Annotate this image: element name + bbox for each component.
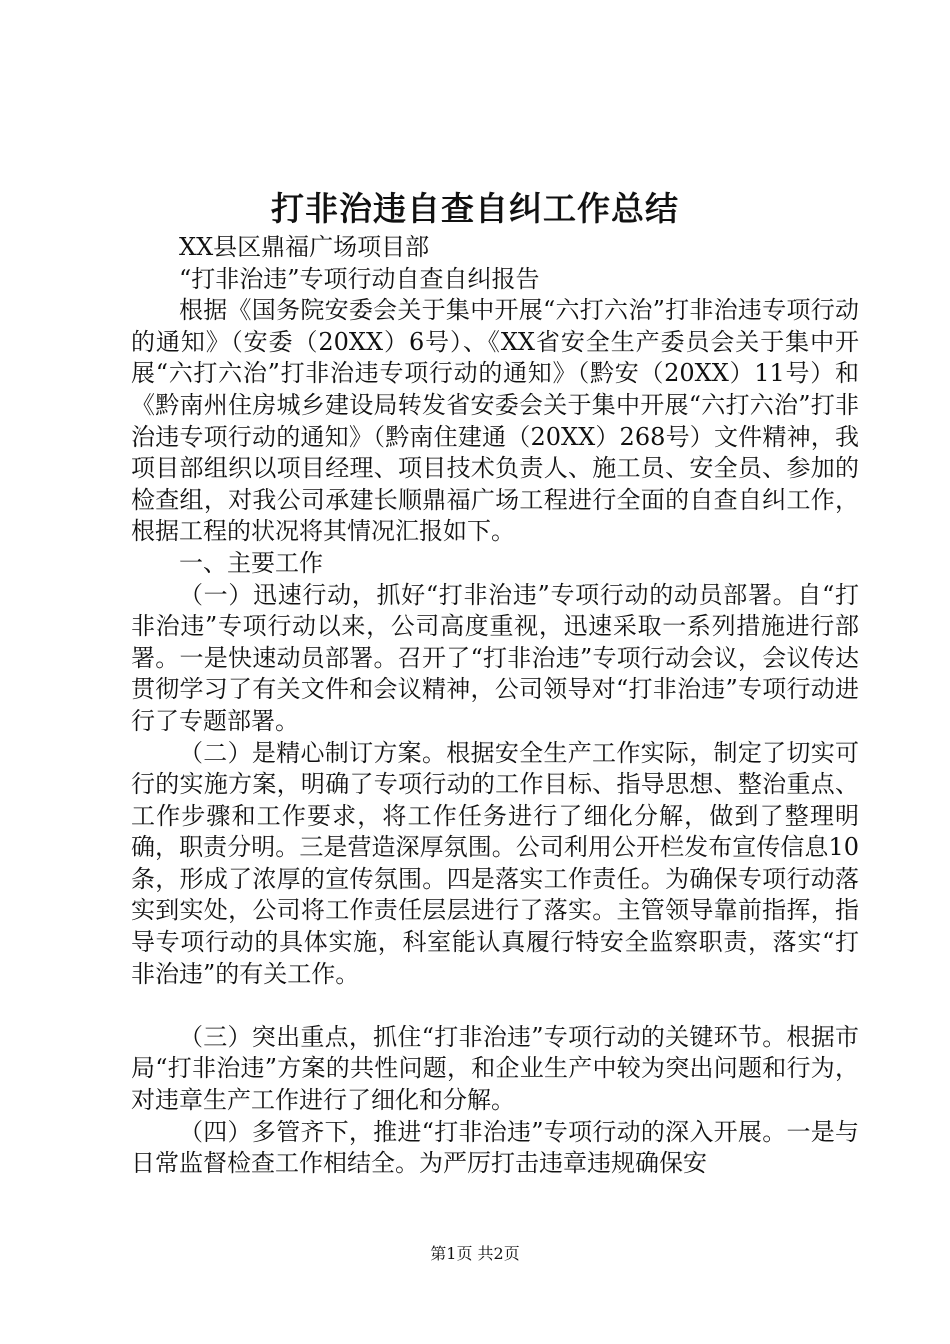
- paragraph-item-1: （一）迅速行动，抓好“打非治违”专项行动的动员部署。自“打非治违”专项行动以来，公司高度重视，迅速采取一系列措施进行部署。一是快速动员部署。召开了“打非治违”专项行动会议，会议传达贯彻学习了有关文件和会议精神，公司领导对“打非治违”专项行动进行了专题部署。: [131, 580, 859, 735]
- paragraph-item-3: （三）突出重点，抓住“打非治违”专项行动的关键环节。根据市局“打非治违”方案的共性问题，和企业生产中较为突出问题和行为，对违章生产工作进行了细化和分解。: [131, 1022, 859, 1115]
- paragraph-item-2: （二）是精心制订方案。根据安全生产工作实际，制定了切实可行的实施方案，明确了专项行动的工作目标、指导思想、整治重点、工作步骤和工作要求，将工作任务进行了细化分解，做到了整理明确，职责分明。三是营造深厚氛围。公司利用公开栏发布宣传信息10条，形成了浓厚的宣传氛围。四是落实工作责任。为确保专项行动落实到实处，公司将工作责任层层进行了落实。主管领导靠前指挥，指导专项行动的具体实施，科室能认真履行特安全监察职责，落实“打非治违”的有关工作。: [131, 738, 859, 988]
- page-footer: 第1页 共2页: [430, 1244, 520, 1263]
- paragraph-report-subtitle: “打非治违”专项行动自查自纠报告: [179, 264, 540, 293]
- paragraph-intro: 根据《国务院安委会关于集中开展“六打六治”打非治违专项行动的通知》（安委（20XX）6号）、《XX省安全生产委员会关于集中开展“六打六治”打非治违专项行动的通知》（黔安（20XX）11号）和《黔南州住房城乡建设局转发省安委会关于集中开展“六打六治”打非治违专项行动的通知》（黔南住建通（20XX）268号）文件精神，我项目部组织以项目经理、项目技术负责人、施工员、安全员、参加的检查组，对我公司承建长顺鼎福广场工程进行全面的自查自纠工作，根据工程的状况将其情况汇报如下。: [131, 296, 859, 546]
- document-title: 打非治违自查自纠工作总结: [271, 189, 679, 228]
- section-heading-main-work: 一、主要工作: [179, 548, 323, 577]
- document-body: [131, 232, 859, 1180]
- paragraph-item-4: （四）多管齐下，推进“打非治违”专项行动的深入开展。一是与日常监督检查工作相结全。为严厉打击违章违规确保安: [131, 1117, 859, 1178]
- paragraph-org-name: XX县区鼎福广场项目部: [179, 233, 430, 261]
